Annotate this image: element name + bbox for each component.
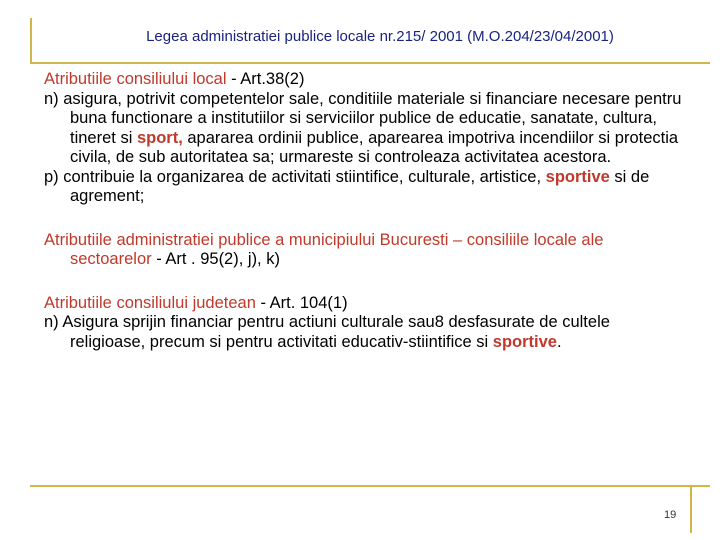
heading-highlight: Atributiile consiliului judetean xyxy=(44,293,256,312)
section-heading xyxy=(44,70,684,90)
item-p xyxy=(44,168,684,207)
item-text: . xyxy=(556,332,562,351)
title-divider xyxy=(30,62,710,64)
keyword-sport: sport, xyxy=(136,128,183,147)
heading-highlight: Atributiile administratiei publice a municipiului Bucuresti – consiliile locale ale sectoarelor xyxy=(44,230,604,268)
slide-body xyxy=(44,70,684,352)
keyword-sportive: sportive xyxy=(545,167,610,186)
section-heading xyxy=(44,294,684,314)
item-text: n) Asigura sprijin financiar pentru actiuni culturale sau8 desfasurate de cultele religioase, precum si pentru activitati educativ-stiintifice si xyxy=(44,313,610,351)
heading-reference: - Art.38(2) xyxy=(226,70,305,88)
section-consiliul-local xyxy=(44,70,684,207)
footer-vertical-rule xyxy=(690,485,692,533)
heading-reference: - Art. 104(1) xyxy=(255,293,348,312)
keyword-sportive: sportive xyxy=(492,332,557,351)
section-heading xyxy=(44,231,684,270)
item-text: si de agrement; xyxy=(70,167,650,205)
section-consiliul-judetean xyxy=(44,294,684,353)
footer-divider xyxy=(30,485,710,487)
heading-reference: - Art . 95(2), j), k) xyxy=(151,250,280,268)
item-n xyxy=(44,313,684,352)
page-title: Legea administratiei publice locale nr.215/ 2001 (M.O.204/23/04/2001) xyxy=(146,28,614,45)
title-frame xyxy=(30,18,712,62)
heading-highlight: Atributiile consiliului local xyxy=(44,70,227,88)
page-number: 19 xyxy=(664,509,677,521)
item-n xyxy=(44,90,684,168)
section-bucuresti xyxy=(44,231,684,270)
item-text: apararea ordinii publice, aparearea impotriva incendiilor si protectia civila, de sub autoritatea sa; urmareste si controleaza activitatea acestora. xyxy=(70,128,679,166)
item-text: n) asigura, potrivit competentelor sale, conditiile materiale si financiare necesare pentru buna functionare a institutiilor si serviciilor publice de educatie, sanatate, cultura, tineret si xyxy=(44,89,682,147)
item-text: p) contribuie la organizarea de activitati stiintifice, culturale, artistice, xyxy=(44,167,546,186)
